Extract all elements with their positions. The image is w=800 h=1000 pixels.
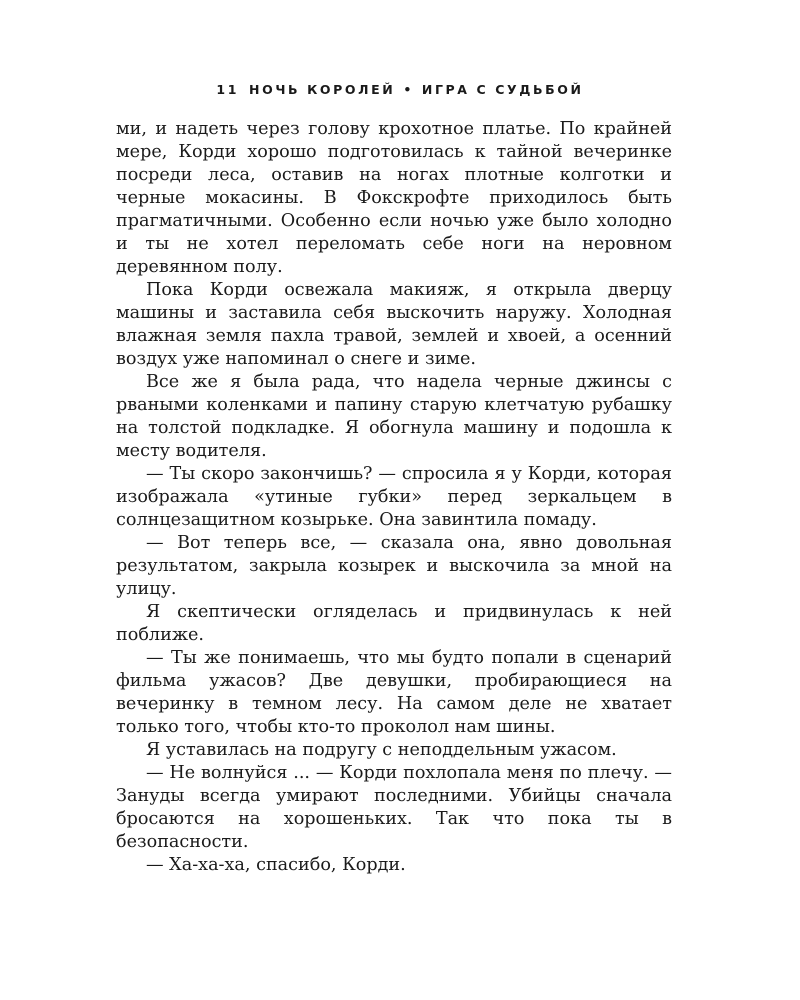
paragraph: Пока Корди освежала макияж, я открыла дверцу машины и заставила себя выскочить наружу. Холодная влажная земля пахла травой, землей и хвоей, а осенний воздух уже напоминал о снеге и зиме. xyxy=(116,280,672,369)
header-separator: • xyxy=(403,82,414,97)
dialogue-paragraph: — Не волнуйся ... — Корди похлопала меня по плечу. — Зануды всегда умирают последними. Убийцы сначала бросаются на хорошеньких. Так что пока ты в безопасности. xyxy=(116,763,672,852)
paragraph-continuation: ми, и надеть через голову крохотное платье. По крайней мере, Корди хорошо подготовилась к тайной вечеринке посреди леса, оставив на ногах плотные колготки и черные мокасины. В Фокскрофте приходилось быть прагматичными. Особенно если ночью уже было холодно и ты не хотел переломать себе ноги на неровном деревянном полу. xyxy=(116,119,672,277)
book-title: НОЧЬ КОРОЛЕЙ xyxy=(249,82,396,97)
dialogue-paragraph: — Ты же понимаешь, что мы будто попали в сценарий фильма ужасов? Две девушки, пробирающиеся на вечеринку в темном лесу. На самом деле не хватает только того, чтобы кто-то проколол нам шины. xyxy=(116,648,672,737)
body-text xyxy=(116,118,672,877)
paragraph: Я скептически огляделась и придвинулась к ней поближе. xyxy=(116,602,672,645)
dialogue-paragraph: — Вот теперь все, — сказала она, явно довольная результатом, закрыла козырек и выскочила за мной на улицу. xyxy=(116,533,672,599)
dialogue-paragraph: — Ха-ха-ха, спасибо, Корди. xyxy=(146,855,406,875)
dialogue-paragraph: — Ты скоро закончишь? — спросила я у Корди, которая изображала «утиные губки» перед зеркальцем в солнцезащитном козырьке. Она завинтила помаду. xyxy=(116,464,672,530)
page-number: 11 xyxy=(216,82,240,97)
paragraph: Я уставилась на подругу с неподдельным ужасом. xyxy=(146,740,617,760)
book-subtitle: ИГРА С СУДЬБОЙ xyxy=(421,82,584,97)
paragraph: Все же я была рада, что надела черные джинсы с рваными коленками и папину старую клетчатую рубашку на толстой подкладке. Я обогнула машину и подошла к месту водителя. xyxy=(116,372,672,461)
running-header xyxy=(0,82,800,97)
